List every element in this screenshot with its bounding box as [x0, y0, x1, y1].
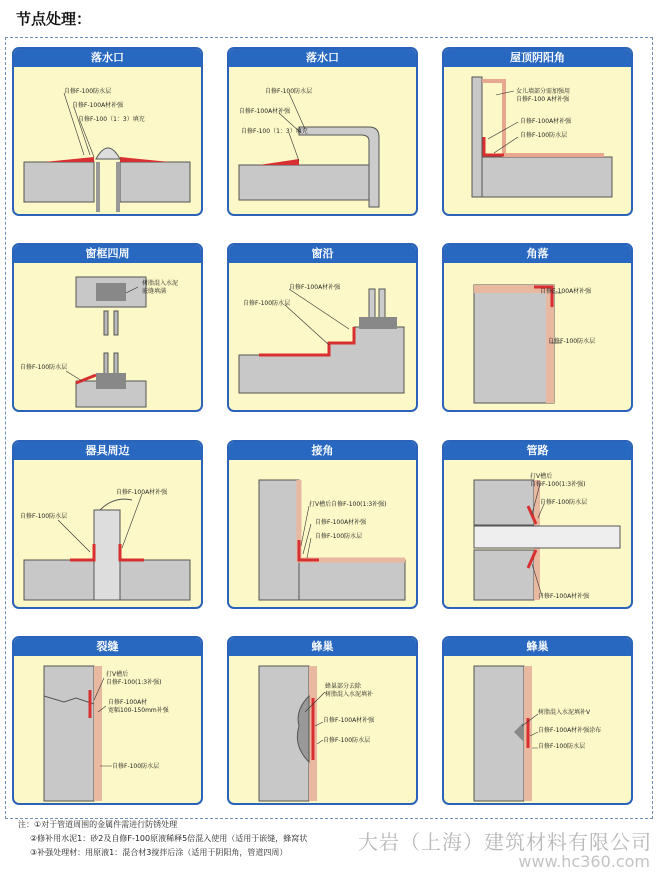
crack-diagram — [14, 656, 201, 803]
card-title: 落水口 — [14, 49, 201, 67]
card-honeycomb-2 — [442, 636, 633, 805]
note-line: 注：①对于管道周围的金属件需进行防锈处理 — [18, 820, 178, 829]
watermark-company: 大岩（上海）建筑材料有限公司 — [358, 830, 652, 854]
card-title: 器具周边 — [14, 442, 201, 460]
label: 自修F-100A材补强 — [72, 102, 124, 109]
drain-diagram — [14, 67, 201, 214]
notes — [18, 818, 307, 860]
label: 自修F-100A材补强 — [116, 489, 168, 496]
honeycomb-v-diagram — [444, 656, 631, 803]
label: 自修F-100A材补强 — [323, 717, 375, 724]
card-title: 屋顶阴阳角 — [444, 49, 631, 67]
card-drain-1 — [12, 47, 203, 216]
label: 自修F-100防水层 — [265, 88, 313, 95]
label: 自修F-100(1:3补强) — [106, 679, 162, 686]
label: 自修F-100防水层 — [520, 132, 568, 139]
label: 自修F-100（1：3）填充 — [241, 128, 308, 135]
label: 女儿墙部分需加强用 — [516, 88, 571, 95]
card-title: 窗沿 — [229, 245, 416, 263]
label: 自修F-100A材补强 — [520, 118, 572, 125]
label: 打V槽后 — [106, 671, 129, 678]
label: 自修F-100防水层 — [315, 533, 363, 540]
card-roof-corner — [442, 47, 633, 216]
piping-diagram — [444, 460, 631, 607]
roof-corner-diagram — [444, 67, 631, 214]
label: 自修F-100防水层 — [20, 364, 68, 371]
label: 自修F-100防水层 — [243, 300, 291, 307]
card-title: 管路 — [444, 442, 631, 460]
label: 自修F-100A材补强 — [239, 108, 291, 115]
label: 自修F-100（1：3）填充 — [78, 116, 145, 123]
label: 自修F-100A材补强涂布 — [538, 727, 602, 734]
card-window-frame — [12, 243, 203, 412]
label: 自修F-100A材补强 — [315, 519, 367, 526]
label: 自修F-100A材补强 — [289, 284, 341, 291]
card-title: 接角 — [229, 442, 416, 460]
label: 自修F-100防水层 — [64, 88, 112, 95]
label: 树脂混入水泥填补 — [325, 691, 374, 698]
card-title: 窗框四周 — [14, 245, 201, 263]
card-title: 蜂巢 — [229, 638, 416, 656]
window-sill-diagram — [229, 263, 416, 410]
label: 打V槽后 — [530, 473, 553, 480]
honeycomb-diagram — [229, 656, 416, 803]
label: 树脂混入水泥填补V — [538, 709, 591, 716]
label: 自修F-100A材 — [108, 699, 148, 706]
label: 自修F-100(1:3补强) — [530, 481, 586, 488]
card-corner — [442, 243, 633, 412]
card-title: 蜂巢 — [444, 638, 631, 656]
label: 打V槽后自修F-100(1:3补强) — [309, 501, 387, 508]
card-title: 裂缝 — [14, 638, 201, 656]
label: 蜂巢部分去除 — [325, 683, 362, 690]
card-window-sill — [227, 243, 418, 412]
card-title: 落水口 — [229, 49, 416, 67]
card-drain-2 — [227, 47, 418, 216]
card-joint — [227, 440, 418, 609]
label: 自修F-100防水层 — [112, 763, 160, 770]
label: 自修F-100防水层 — [540, 499, 588, 506]
label: 自修F-100防水层 — [20, 513, 68, 520]
label: 自修F-100防水层 — [538, 743, 586, 750]
label: 宽幅100-150mm补强 — [108, 707, 169, 714]
label: 自修F-100防水层 — [323, 737, 371, 744]
fixture-diagram — [14, 460, 201, 607]
corner-diagram — [444, 263, 631, 410]
note-line: ②修补用水泥1：砂2及自修F-100原液稀释5倍混入使用（适用于嵌缝，蜂窝状 — [30, 834, 308, 843]
card-crack — [12, 636, 203, 805]
label: 自修F-100A材补强 — [538, 593, 590, 600]
window-frame-diagram — [14, 263, 201, 410]
label: 自修F-100A材补强 — [540, 288, 592, 295]
page-title: 节点处理： — [16, 10, 92, 28]
drain-side-diagram — [229, 67, 416, 214]
card-fixture-perimeter — [12, 440, 203, 609]
joint-diagram — [229, 460, 416, 607]
label: 树脂混入水泥 — [142, 280, 179, 287]
watermark-site: www.hc360.com — [518, 852, 650, 871]
card-honeycomb-1 — [227, 636, 418, 805]
card-piping — [442, 440, 633, 609]
card-title: 角落 — [444, 245, 631, 263]
label: 嵌缝填满 — [142, 288, 167, 295]
note-line: ③补强处理材：用原液1：混合材3搅拌后涂（适用于阴阳角，管道四周） — [30, 848, 288, 857]
label: 自修F-100 A材补强 — [516, 96, 570, 103]
label: 自修F-100防水层 — [548, 338, 596, 345]
